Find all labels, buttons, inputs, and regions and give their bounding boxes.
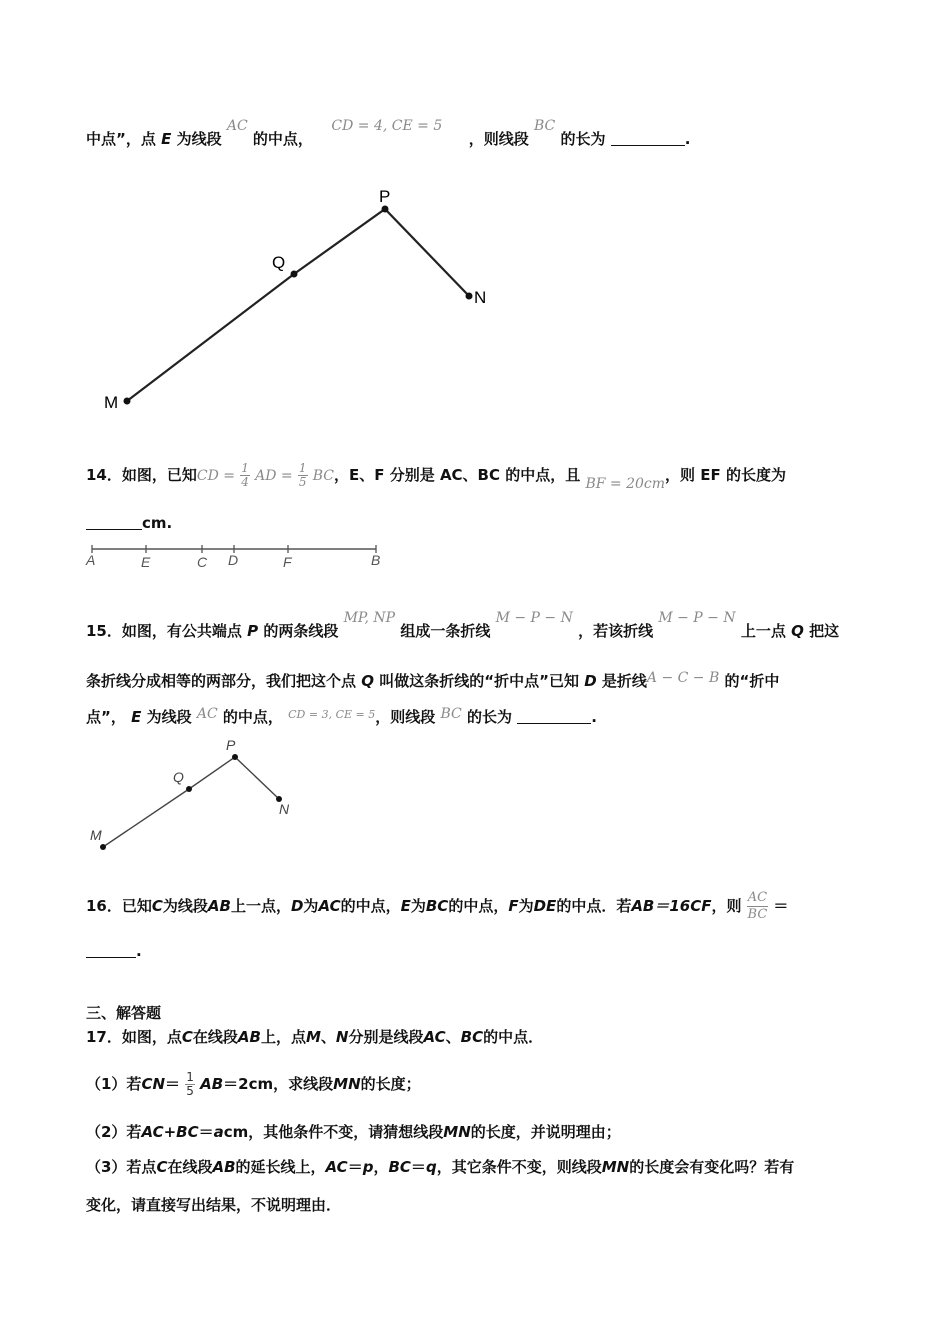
label-q: Q: [272, 253, 286, 272]
text: 的“折中: [724, 672, 780, 690]
text: 组成一条折线: [400, 622, 491, 640]
figure-14-segment: [84, 540, 394, 574]
equals: ＝: [198, 1123, 214, 1141]
var-ab: AB: [212, 1158, 236, 1176]
var-m: M: [305, 1028, 321, 1046]
var-ac: AC: [423, 1028, 446, 1046]
var-p: P: [247, 622, 259, 640]
math-acb: A − C − B: [646, 670, 720, 686]
text: 是折线: [601, 672, 647, 690]
var-q: q: [425, 1158, 437, 1176]
text: ＝2cm，求线段: [223, 1075, 334, 1093]
math-bc: BC: [533, 118, 556, 134]
var-c: C: [151, 897, 163, 915]
math-mpn: M − P − N: [658, 610, 736, 626]
point-m: [124, 398, 131, 405]
text: 在线段: [192, 1028, 238, 1046]
var-e: E: [131, 708, 142, 726]
text: 的长度；: [360, 1075, 421, 1093]
math-ac: AC: [196, 706, 218, 722]
math-mpn: M − P − N: [495, 610, 573, 626]
var-c: C: [156, 1158, 168, 1176]
answer-blank[interactable]: [86, 515, 142, 530]
var-ab: AB: [237, 1028, 261, 1046]
text: 为: [518, 897, 534, 915]
text: （3）若点: [86, 1158, 157, 1176]
question-14: [86, 461, 786, 492]
question-16: [86, 890, 788, 923]
question-15-line3: [86, 706, 597, 727]
point-q: [186, 786, 192, 792]
question-16-answer: [86, 942, 142, 960]
label-p: P: [226, 737, 236, 753]
text: 的长度，并说明理由；: [470, 1123, 621, 1141]
label-n: N: [279, 801, 290, 817]
q13-line: [86, 118, 691, 149]
text: 、: [320, 1028, 336, 1046]
text: ，E、F 分别是 AC、BC 的中点，且: [334, 466, 581, 484]
figure-15-polyline: [86, 736, 306, 854]
var-n: N: [335, 1028, 349, 1046]
math-bc: BC: [440, 706, 462, 722]
label-q: Q: [173, 769, 184, 785]
math-ac: AC: [226, 118, 248, 134]
text: 上，点: [260, 1028, 306, 1046]
text: .: [136, 942, 142, 960]
var-p: p: [362, 1158, 374, 1176]
point-n: [466, 293, 473, 300]
text: 在线段: [167, 1158, 213, 1176]
unit-text: cm.: [142, 514, 173, 532]
text: 14．如图，已知: [86, 466, 197, 484]
var-f: F: [508, 897, 519, 915]
text: 的中点，: [448, 897, 509, 915]
var-d: D: [290, 897, 304, 915]
text: ，则线段: [468, 130, 529, 148]
equals: ＝: [410, 1158, 426, 1176]
math-cd: CD =: [196, 468, 235, 484]
label-n: N: [474, 288, 487, 307]
label-m: M: [90, 827, 102, 843]
question-17-part3: [86, 1156, 794, 1177]
answer-blank[interactable]: [611, 131, 685, 146]
point-q: [291, 271, 298, 278]
text: （2）若: [86, 1123, 142, 1141]
text: 的两条线段: [263, 622, 339, 640]
var-bc: BC: [388, 1158, 411, 1176]
label-f: F: [283, 554, 292, 570]
text: ，则线段: [375, 708, 436, 726]
figure-13-polyline: [100, 185, 510, 415]
equals: ＝: [165, 1075, 181, 1093]
question-14-answer: [86, 514, 172, 532]
label-a: A: [86, 552, 96, 568]
math-bf: BF = 20cm: [585, 476, 666, 492]
var-ab: AB: [207, 897, 231, 915]
text: ，若该折线: [578, 622, 654, 640]
text: ，则 EF 的长度为: [665, 466, 786, 484]
text: 点”，: [86, 708, 126, 726]
text: 的中点．: [483, 1028, 544, 1046]
text: 的中点，: [340, 897, 401, 915]
text: 把这: [809, 622, 840, 640]
equals: ＝: [773, 897, 789, 915]
var-e: E: [400, 897, 411, 915]
text: 为: [303, 897, 319, 915]
var-cn: CN: [141, 1075, 165, 1093]
var-q: Q: [791, 622, 804, 640]
math-bc: BC: [312, 468, 334, 484]
text: 的长度会有变化吗？若有: [629, 1158, 795, 1176]
label-m: M: [104, 393, 119, 412]
question-15-line1: [86, 610, 840, 641]
text: 上一点，: [230, 897, 291, 915]
text: ，: [373, 1158, 389, 1176]
text: 的延长线上，: [235, 1158, 326, 1176]
text: .: [684, 130, 691, 148]
condition-ab-cf: AB＝16CF: [631, 897, 712, 915]
var-d: D: [584, 672, 597, 690]
point-p: [382, 206, 389, 213]
section-heading: 三、解答题: [86, 1004, 162, 1022]
fraction-quarter: $\frac{1}{4}$: [241, 461, 249, 489]
question-17-part1: [86, 1071, 421, 1098]
question-17-part2: [86, 1121, 621, 1142]
text: 16．已知: [86, 897, 152, 915]
var-bc: BC: [425, 897, 449, 915]
var-mn: MN: [443, 1123, 471, 1141]
text: 15．如图，有公共端点: [86, 622, 242, 640]
text: （1）若: [86, 1075, 142, 1093]
polyline-mpn: [103, 757, 279, 847]
text: cm，其他条件不变，请猜想线段: [223, 1123, 444, 1141]
label-d: D: [228, 552, 239, 568]
var-e: E: [161, 130, 172, 148]
var-ac: AC: [318, 897, 341, 915]
var-q: Q: [361, 672, 375, 690]
text: 的中点，: [252, 130, 313, 148]
var-bc: BC: [460, 1028, 484, 1046]
label-p: P: [379, 187, 391, 206]
question-17: [86, 1026, 543, 1047]
text: 上一点: [740, 622, 786, 640]
math-condition: CD = 3, CE = 5: [288, 708, 376, 721]
text: 的长为: [560, 130, 606, 148]
text: 、: [445, 1028, 461, 1046]
text: 为线段: [162, 897, 208, 915]
label-c: C: [197, 554, 208, 570]
answer-blank[interactable]: [86, 943, 136, 958]
var-ac: AC: [325, 1158, 348, 1176]
question-17-part3-cont: [86, 1194, 341, 1215]
text: ，其它条件不变，则线段: [436, 1158, 602, 1176]
text: 分别是线段: [348, 1028, 424, 1046]
text: 为线段: [176, 130, 222, 148]
var-a: a: [213, 1123, 224, 1141]
text: 为: [410, 897, 426, 915]
text: 条折线分成相等的两部分，我们把这个点: [86, 672, 357, 690]
point-m: [100, 844, 106, 850]
answer-blank[interactable]: [517, 709, 591, 724]
text: .: [591, 708, 597, 726]
math-condition: CD = 4, CE = 5: [331, 118, 443, 134]
var-ac-plus-bc: AC+BC: [141, 1123, 199, 1141]
fraction-fifth: $\frac{1}{5}$: [298, 461, 307, 489]
text: ，则: [711, 897, 742, 915]
text: 的中点，: [222, 708, 283, 726]
var-mn: MN: [601, 1158, 630, 1176]
math-mp-np: MP, NP: [343, 610, 396, 626]
text: 17．如图，点: [86, 1028, 182, 1046]
var-de: DE: [533, 897, 557, 915]
fraction-fifth: $\frac{1}{5}$: [186, 1070, 194, 1098]
section-title: [86, 1002, 161, 1023]
point-p: [232, 754, 238, 760]
fraction-ac-bc: $\frac{AC}{BC}$: [747, 890, 768, 922]
var-ab: AB: [200, 1075, 224, 1093]
text: 变化，请直接写出结果，不说明理由．: [86, 1196, 342, 1214]
text: 的长为: [466, 708, 512, 726]
var-c: C: [181, 1028, 193, 1046]
text: 的中点．若: [556, 897, 632, 915]
label-b: B: [371, 552, 381, 568]
equals: ＝: [347, 1158, 363, 1176]
question-15-line2: [86, 670, 779, 691]
math-ad: AD =: [255, 468, 293, 484]
polyline-mpn: [127, 209, 469, 401]
text: 中点”，点: [86, 130, 156, 148]
var-mn: MN: [333, 1075, 361, 1093]
label-e: E: [141, 554, 151, 570]
text: 叫做这条折线的“折中点”已知: [379, 672, 579, 690]
text: 为线段: [146, 708, 192, 726]
